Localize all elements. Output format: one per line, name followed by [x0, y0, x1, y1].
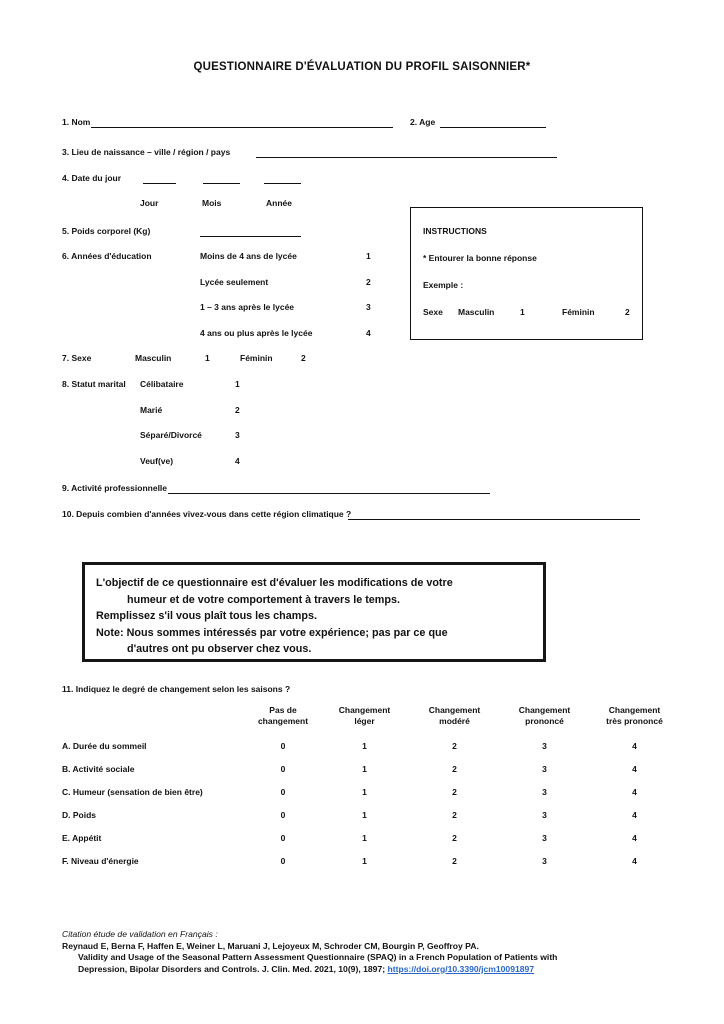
citation-journal-line: [62, 964, 672, 976]
rating-cell[interactable]: 2: [452, 740, 457, 751]
column-header: Changement léger: [338, 705, 391, 726]
rating-cell[interactable]: 2: [452, 809, 457, 820]
note-line: Remplissez s'il vous plaît tous les champs.: [96, 610, 317, 622]
q3-naissance-label: 3. Lieu de naissance – ville / région / pays: [62, 147, 231, 157]
q9-activite-field[interactable]: [168, 484, 490, 494]
q6-option-value[interactable]: 3: [366, 302, 371, 312]
objective-note-box: [82, 562, 546, 662]
column-header: Changement modéré: [428, 705, 481, 726]
q2-age-label: 2. Age: [410, 117, 436, 127]
row-label: F. Niveau d'énergie: [62, 855, 139, 866]
rating-cell[interactable]: 4: [632, 832, 637, 843]
citation-authors: Reynaud E, Berna F, Haffen E, Weiner L, Maruani J, Lejoyeux M, Schroder CM, Bourgin P, Geoffroy PA.: [62, 940, 479, 951]
row-label: D. Poids: [62, 809, 97, 820]
rating-cell[interactable]: 4: [632, 740, 637, 751]
q8-option-label: Veuf(ve): [140, 456, 174, 466]
q4-sublabel-mois: Mois: [202, 198, 222, 208]
row-label: B. Activité sociale: [62, 763, 135, 774]
rating-cell[interactable]: 1: [362, 786, 367, 797]
rating-cell[interactable]: 4: [632, 786, 637, 797]
example-option-value: 1: [520, 307, 525, 317]
column-header: Pas de changement: [257, 705, 309, 726]
q11-rating-table: [62, 705, 686, 872]
rating-cell[interactable]: 0: [280, 763, 286, 774]
q1-nom-label: 1. Nom: [62, 117, 91, 127]
rating-cell[interactable]: 3: [542, 832, 547, 843]
rating-cell[interactable]: 1: [362, 832, 367, 843]
citation-block: [62, 929, 672, 975]
q10-region-field[interactable]: [348, 510, 640, 520]
note-line: humeur et de votre comportement à travers le temps.: [127, 593, 401, 606]
rating-cell[interactable]: 4: [632, 809, 637, 820]
q7-option-value[interactable]: 2: [301, 353, 306, 363]
note-line: L'objectif de ce questionnaire est d'évaluer les modifications de votre: [96, 577, 453, 589]
rating-cell[interactable]: 3: [542, 740, 547, 751]
q6-option-value[interactable]: 4: [366, 328, 371, 338]
rating-cell[interactable]: 4: [632, 855, 637, 866]
instructions-note: * Entourer la bonne réponse: [423, 253, 537, 263]
row-label: E. Appétit: [62, 832, 102, 843]
q7-sexe-label: 7. Sexe: [62, 353, 92, 363]
citation-title-line: Validity and Usage of the Seasonal Pattern Assessment Questionnaire (SPAQ) in a French Population of Patients with: [78, 952, 558, 962]
q8-option-value[interactable]: 2: [235, 405, 240, 415]
q4-jour-field[interactable]: [143, 174, 176, 184]
q2-age-field[interactable]: [440, 118, 546, 128]
rating-cell[interactable]: 1: [362, 809, 367, 820]
rating-cell[interactable]: 1: [362, 855, 367, 866]
q6-option-label: Lycée seulement: [200, 277, 269, 287]
q8-option-value[interactable]: 3: [235, 430, 240, 440]
rating-cell[interactable]: 3: [542, 763, 547, 774]
rating-cell[interactable]: 2: [452, 832, 457, 843]
q5-poids-field[interactable]: [200, 227, 301, 237]
rating-cell[interactable]: 3: [542, 809, 547, 820]
rating-cell[interactable]: 1: [362, 740, 367, 751]
doi-link[interactable]: https://doi.org/10.3390/jcm10091897: [387, 963, 535, 974]
q4-annee-field[interactable]: [264, 174, 301, 184]
q6-option-label: 4 ans ou plus après le lycée: [200, 328, 313, 338]
q5-poids-label: 5. Poids corporel (Kg): [62, 226, 151, 236]
q7-option-value[interactable]: 1: [205, 353, 210, 363]
note-line: Note: Nous sommes intéressés par votre expérience; pas par ce que: [96, 626, 448, 639]
rating-cell[interactable]: 2: [452, 786, 457, 797]
q8-option-label: Marié: [140, 405, 163, 415]
rating-cell[interactable]: 2: [452, 763, 457, 774]
q3-naissance-field[interactable]: [256, 148, 557, 158]
q8-option-value[interactable]: 1: [235, 379, 240, 389]
rating-cell[interactable]: 4: [632, 763, 637, 774]
q4-date-label: 4. Date du jour: [62, 173, 122, 183]
q6-education-label: 6. Années d'éducation: [62, 251, 152, 261]
example-option-label: Féminin: [562, 307, 595, 317]
rating-cell[interactable]: 0: [280, 740, 286, 751]
row-label: C. Humeur (sensation de bien être): [62, 786, 203, 797]
note-line: d'autres ont pu observer chez vous.: [127, 643, 312, 655]
citation-intro: Citation étude de validation en Français :: [62, 929, 218, 939]
column-header: Changement prononcé: [518, 705, 571, 726]
q6-option-label: 1 – 3 ans après le lycée: [200, 302, 295, 312]
q4-sublabel-annee: Année: [266, 198, 292, 208]
rating-cell[interactable]: 3: [542, 855, 547, 866]
q7-option-label: Masculin: [135, 353, 172, 363]
q6-option-value[interactable]: 1: [366, 251, 371, 261]
page-title: QUESTIONNAIRE D'ÉVALUATION DU PROFIL SAISONNIER*: [193, 61, 531, 73]
q4-sublabel-jour: Jour: [140, 198, 159, 208]
q9-activite-label: 9. Activité professionnelle: [62, 483, 168, 493]
instructions-title: INSTRUCTIONS: [423, 226, 487, 236]
q8-option-label: Séparé/Divorcé: [140, 430, 202, 440]
q8-option-value[interactable]: 4: [235, 456, 240, 466]
table-corner: [62, 705, 240, 734]
q1-nom-field[interactable]: [91, 118, 393, 128]
rating-cell[interactable]: 2: [452, 855, 457, 866]
q8-option-label: Célibataire: [140, 379, 184, 389]
q10-region-label: 10. Depuis combien d'années vivez-vous dans cette région climatique ?: [62, 509, 352, 519]
rating-cell[interactable]: 3: [542, 786, 547, 797]
row-label: A. Durée du sommeil: [62, 740, 147, 751]
example-option-label: Masculin: [458, 307, 495, 317]
citation-journal-text: Depression, Bipolar Disorders and Controls. J. Clin. Med. 2021, 10(9), 1897;: [78, 963, 388, 974]
q6-option-value[interactable]: 2: [366, 277, 371, 287]
rating-cell[interactable]: 0: [280, 809, 286, 820]
rating-cell[interactable]: 0: [280, 786, 286, 797]
example-sexe-label: Sexe: [423, 307, 443, 317]
q7-option-label: Féminin: [240, 353, 273, 363]
rating-cell[interactable]: 0: [280, 855, 286, 866]
q4-mois-field[interactable]: [203, 174, 240, 184]
column-header: Changement très prononcé: [606, 705, 663, 726]
q6-option-label: Moins de 4 ans de lycée: [200, 251, 297, 261]
instructions-example-label: Exemple :: [423, 280, 464, 290]
rating-cell[interactable]: 1: [362, 763, 367, 774]
rating-cell[interactable]: 0: [280, 832, 286, 843]
instructions-box: [410, 207, 643, 340]
q11-label: 11. Indiquez le degré de changement selon les saisons ?: [62, 684, 291, 694]
example-option-value: 2: [625, 307, 630, 317]
q8-statut-label: 8. Statut marital: [62, 379, 126, 389]
